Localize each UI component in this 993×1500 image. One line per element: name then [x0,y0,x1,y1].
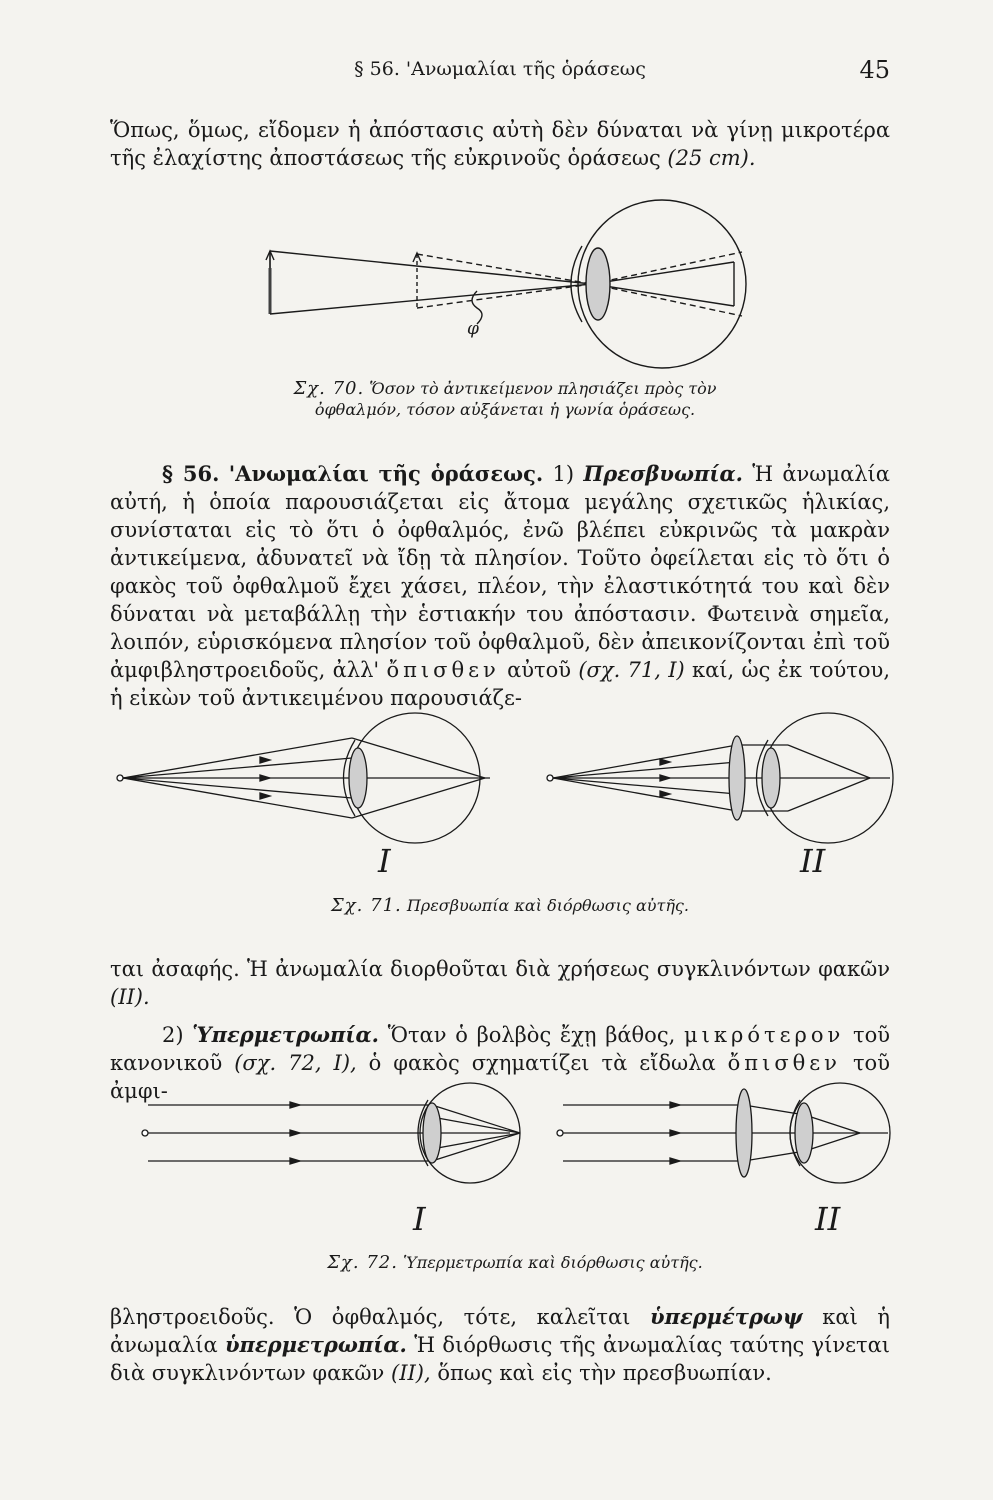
para1-spaced: ὄπισθεν [386,658,500,682]
fig72-panel-i-label: I [413,1200,426,1238]
section56-number: § 56. [162,461,220,486]
fig70-diagram [262,196,762,386]
section56-paragraph [110,460,890,712]
fig72-label: Σχ. 72. [327,1252,398,1273]
fig71-caption-text: Πρεσβυωπία καὶ διόρθωσις αὐτῆς. [406,896,689,915]
fig72-caption [300,1252,730,1273]
item2-spaced2: ὄπισθεν [727,1051,841,1075]
fig71-corrective-lens [729,736,745,820]
fig70-label: Σχ. 70. [293,378,365,399]
para3-bold1: ὑπερμέτρωψ [650,1304,803,1329]
para2-text: ται ἀσαφής. Ἡ ἀνωμαλία διορθοῦται διὰ χρήσεως συγκλινόντων φακῶν [110,957,890,981]
fig70-caption [290,378,720,420]
fig72-caption-text: Ὑπερμετρωπία καὶ διόρθωσις αὐτῆς. [403,1253,703,1272]
fig71-panel-ii [547,713,893,843]
fig72-corrective-lens [736,1089,752,1177]
section56-title: 'Ανωμαλίαι τῆς ὁράσεως. [228,461,544,486]
item1-title: Πρεσβυωπία. [583,461,743,486]
para1-part-b: αὐτοῦ [507,658,572,682]
intro-paragraph [110,116,890,172]
para1-ref: (σχ. 71, I) [578,658,685,682]
para1-part-c: καί, ὡς ἐκ τούτου, ἡ εἰκὼν τοῦ ἀντικειμένου παρουσιάζε- [110,658,890,710]
fig72-panel-i [142,1083,520,1183]
fig70-caption-line2: ὀφθαλμόν, τόσον αὐξάνεται ἡ γωνία ὁράσεως. [314,400,696,419]
para3-text-d: ὅπως καὶ εἰς τὴν πρεσβυωπίαν. [437,1361,772,1385]
para3 [110,1303,890,1387]
fig71-panel-ii-label: II [800,842,826,880]
fig71-caption [300,895,720,916]
item2-text-d: τοῦ ἀμφι- [110,1051,890,1103]
fig70-angle-label: φ [467,319,479,339]
para2-ref: (II). [110,985,150,1009]
fig71-lens-i [349,748,367,808]
item1-number: 1) [552,462,575,486]
fig70-ray [270,284,592,314]
item2-ref: (σχ. 72, I), [234,1051,357,1075]
page-number: 45 [859,56,890,84]
fig71-panel-i [117,713,490,843]
para3-text-c: Ἡ διόρθωσις τῆς ἀνωμαλίας ταύτης γίνεται διὰ συγκλινόντων φακῶν [110,1333,890,1385]
item2-spaced1: μικρότερον [683,1023,845,1047]
item2-text-c: ὁ φακὸς σχηματίζει τὰ εἴδωλα [368,1051,716,1075]
item2-text-a: Ὅταν ὁ βολβὸς ἔχῃ βάθος, [387,1023,676,1047]
fig71-diagram [120,720,900,890]
para3-bold2: ὑπερμετρωπία. [224,1332,407,1357]
fig72-panel-ii-label: II [815,1200,841,1238]
fig72-panel-ii [557,1083,890,1183]
header-title: § 56. 'Ανωμαλίαι τῆς ὁράσεως [354,58,646,80]
running-header [110,58,890,88]
para3-ref: (II), [391,1361,431,1385]
fig70-caption-line1: Ὅσον τὸ ἀντικείμενον πλησιάζει πρὸς τὸν [369,379,717,398]
intro-paren: (25 cm). [667,146,756,170]
item2-text-b: τοῦ κανονικοῦ [110,1023,890,1075]
fig71-label: Σχ. 71. [331,895,402,916]
intro-text: Ὅπως, ὅμως, εἴδομεν ἡ ἀπόστασις αὐτὴ δὲν δύναται νὰ γίνῃ μικροτέρα τῆς ἐλαχίστης ἀποστάσεως τῆς εὐκρινοῦς ὁράσεως [110,118,890,170]
para3-text-a: βληστροειδοῦς. Ὁ ὀφθαλμός, τότε, καλεῖται [110,1305,631,1329]
fig72-lens-i [423,1103,441,1163]
item2-number: 2) [162,1023,184,1047]
fig70-lens [586,248,610,320]
fig72-diagram [140,1075,900,1225]
fig71-panel-i-label: I [378,842,391,880]
item2-title: Ὑπερμετρωπία. [192,1022,379,1047]
para3-text-b: καὶ ἡ ἀνωμαλία [110,1305,890,1357]
para1-part-a: Ἡ ἀνωμαλία αὐτή, ἡ ὁποία παρουσιάζεται εἰς ἄτομα μεγάλης σχετικῶς ἡλικίας, συνίσταται εἰς τὸ ὅτι ὁ ὀφθαλμός, ἐνῶ βλέπει εὐκρινῶς τὰ μακρὰν ἀντικείμενα, ἀδυνατεῖ νὰ ἴδῃ τὰ πλησίον. Τοῦτο ὀφείλεται εἰς τὸ ὅτι ὁ φακὸς τοῦ ὀφθαλμοῦ ἔχει χάσει, πλέον, τὴν ἐλαστικότητά του καὶ δὲν δύναται νὰ μεταβάλλῃ τὴν ἑστιακήν του ἀπόστασιν. Φωτεινὰ σημεῖα, λοιπόν, εὑρισκόμενα πλησίον τοῦ ὀφθαλμοῦ, δὲν ἀπεικονίζονται ἐπὶ τοῦ ἀμφιβληστροειδοῦς, ἀλλ' [110,462,890,682]
